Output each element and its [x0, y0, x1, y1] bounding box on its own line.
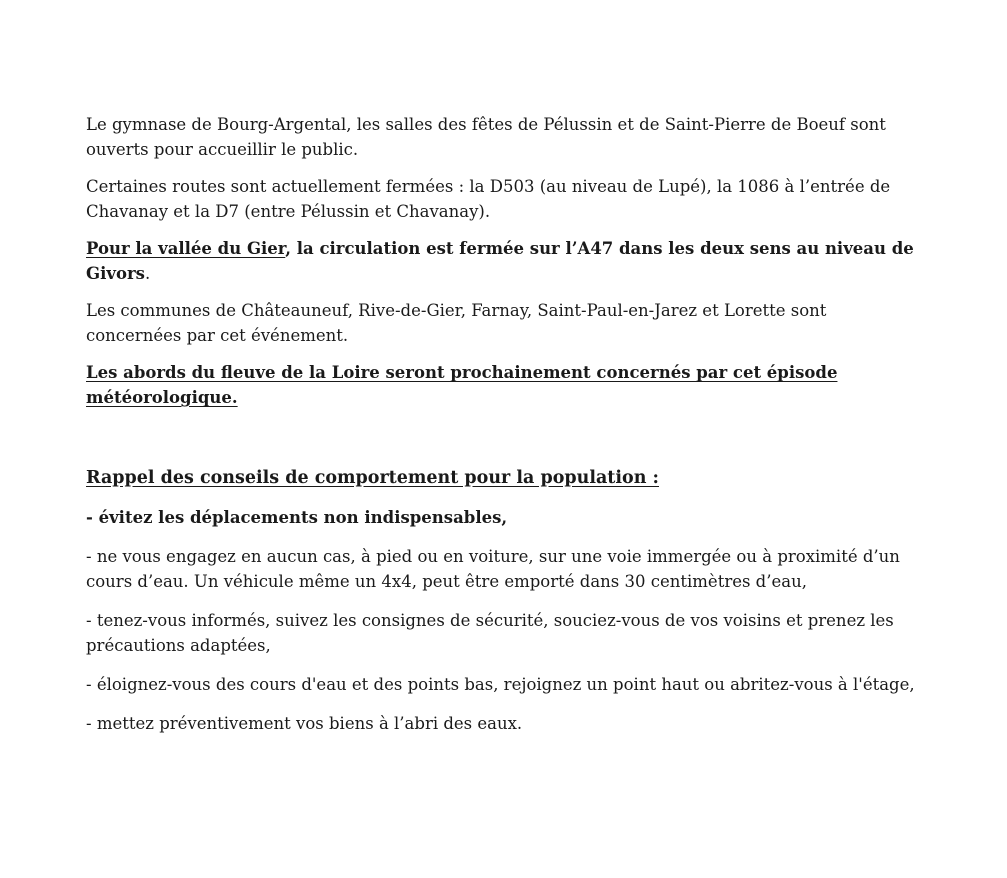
gier-valley-heading: Pour la vallée du Gier: [86, 239, 286, 258]
advice-item: - ne vous engagez en aucun cas, à pied ou en voiture, sur une voie immergée ou à proximité d’un cours d’eau. Un véhicule même un 4x4, peut être emporté dans 30 centimètres d’eau,: [86, 547, 900, 591]
advice-item: - tenez-vous informés, suivez les consignes de sécurité, souciez-vous de vos voisins et prenez les précautions adaptées,: [86, 611, 894, 655]
gier-valley-period: .: [144, 264, 151, 283]
paragraph-gier-valley: [86, 236, 926, 286]
gier-valley-text: , la circulation est fermée sur l’A47 dans les deux sens au niveau de Givors: [86, 239, 914, 283]
paragraph-communes: Les communes de Châteauneuf, Rive-de-Gier, Farnay, Saint-Paul-en-Jarez et Lorette sont concernées par cet événement.: [86, 301, 827, 345]
advice-item: - éloignez-vous des cours d'eau et des points bas, rejoignez un point haut ou abritez-vous à l'étage,: [86, 675, 915, 694]
section-title-advice: Rappel des conseils de comportement pour la population :: [86, 468, 659, 488]
document-page: [86, 112, 926, 736]
paragraph-loire-warning: Les abords du fleuve de la Loire seront prochainement concernés par cet épisode météorologique.: [86, 363, 838, 407]
advice-item: - évitez les déplacements non indispensables,: [86, 508, 508, 527]
paragraph-closed-roads: Certaines routes sont actuellement fermées : la D503 (au niveau de Lupé), la 1086 à l’entrée de Chavanay et la D7 (entre Pélussin et Chavanay).: [86, 177, 891, 221]
paragraph-shelters: Le gymnase de Bourg-Argental, les salles des fêtes de Pélussin et de Saint-Pierre de Boeuf sont ouverts pour accueillir le public.: [86, 115, 886, 159]
advice-item: - mettez préventivement vos biens à l’abri des eaux.: [86, 714, 523, 733]
